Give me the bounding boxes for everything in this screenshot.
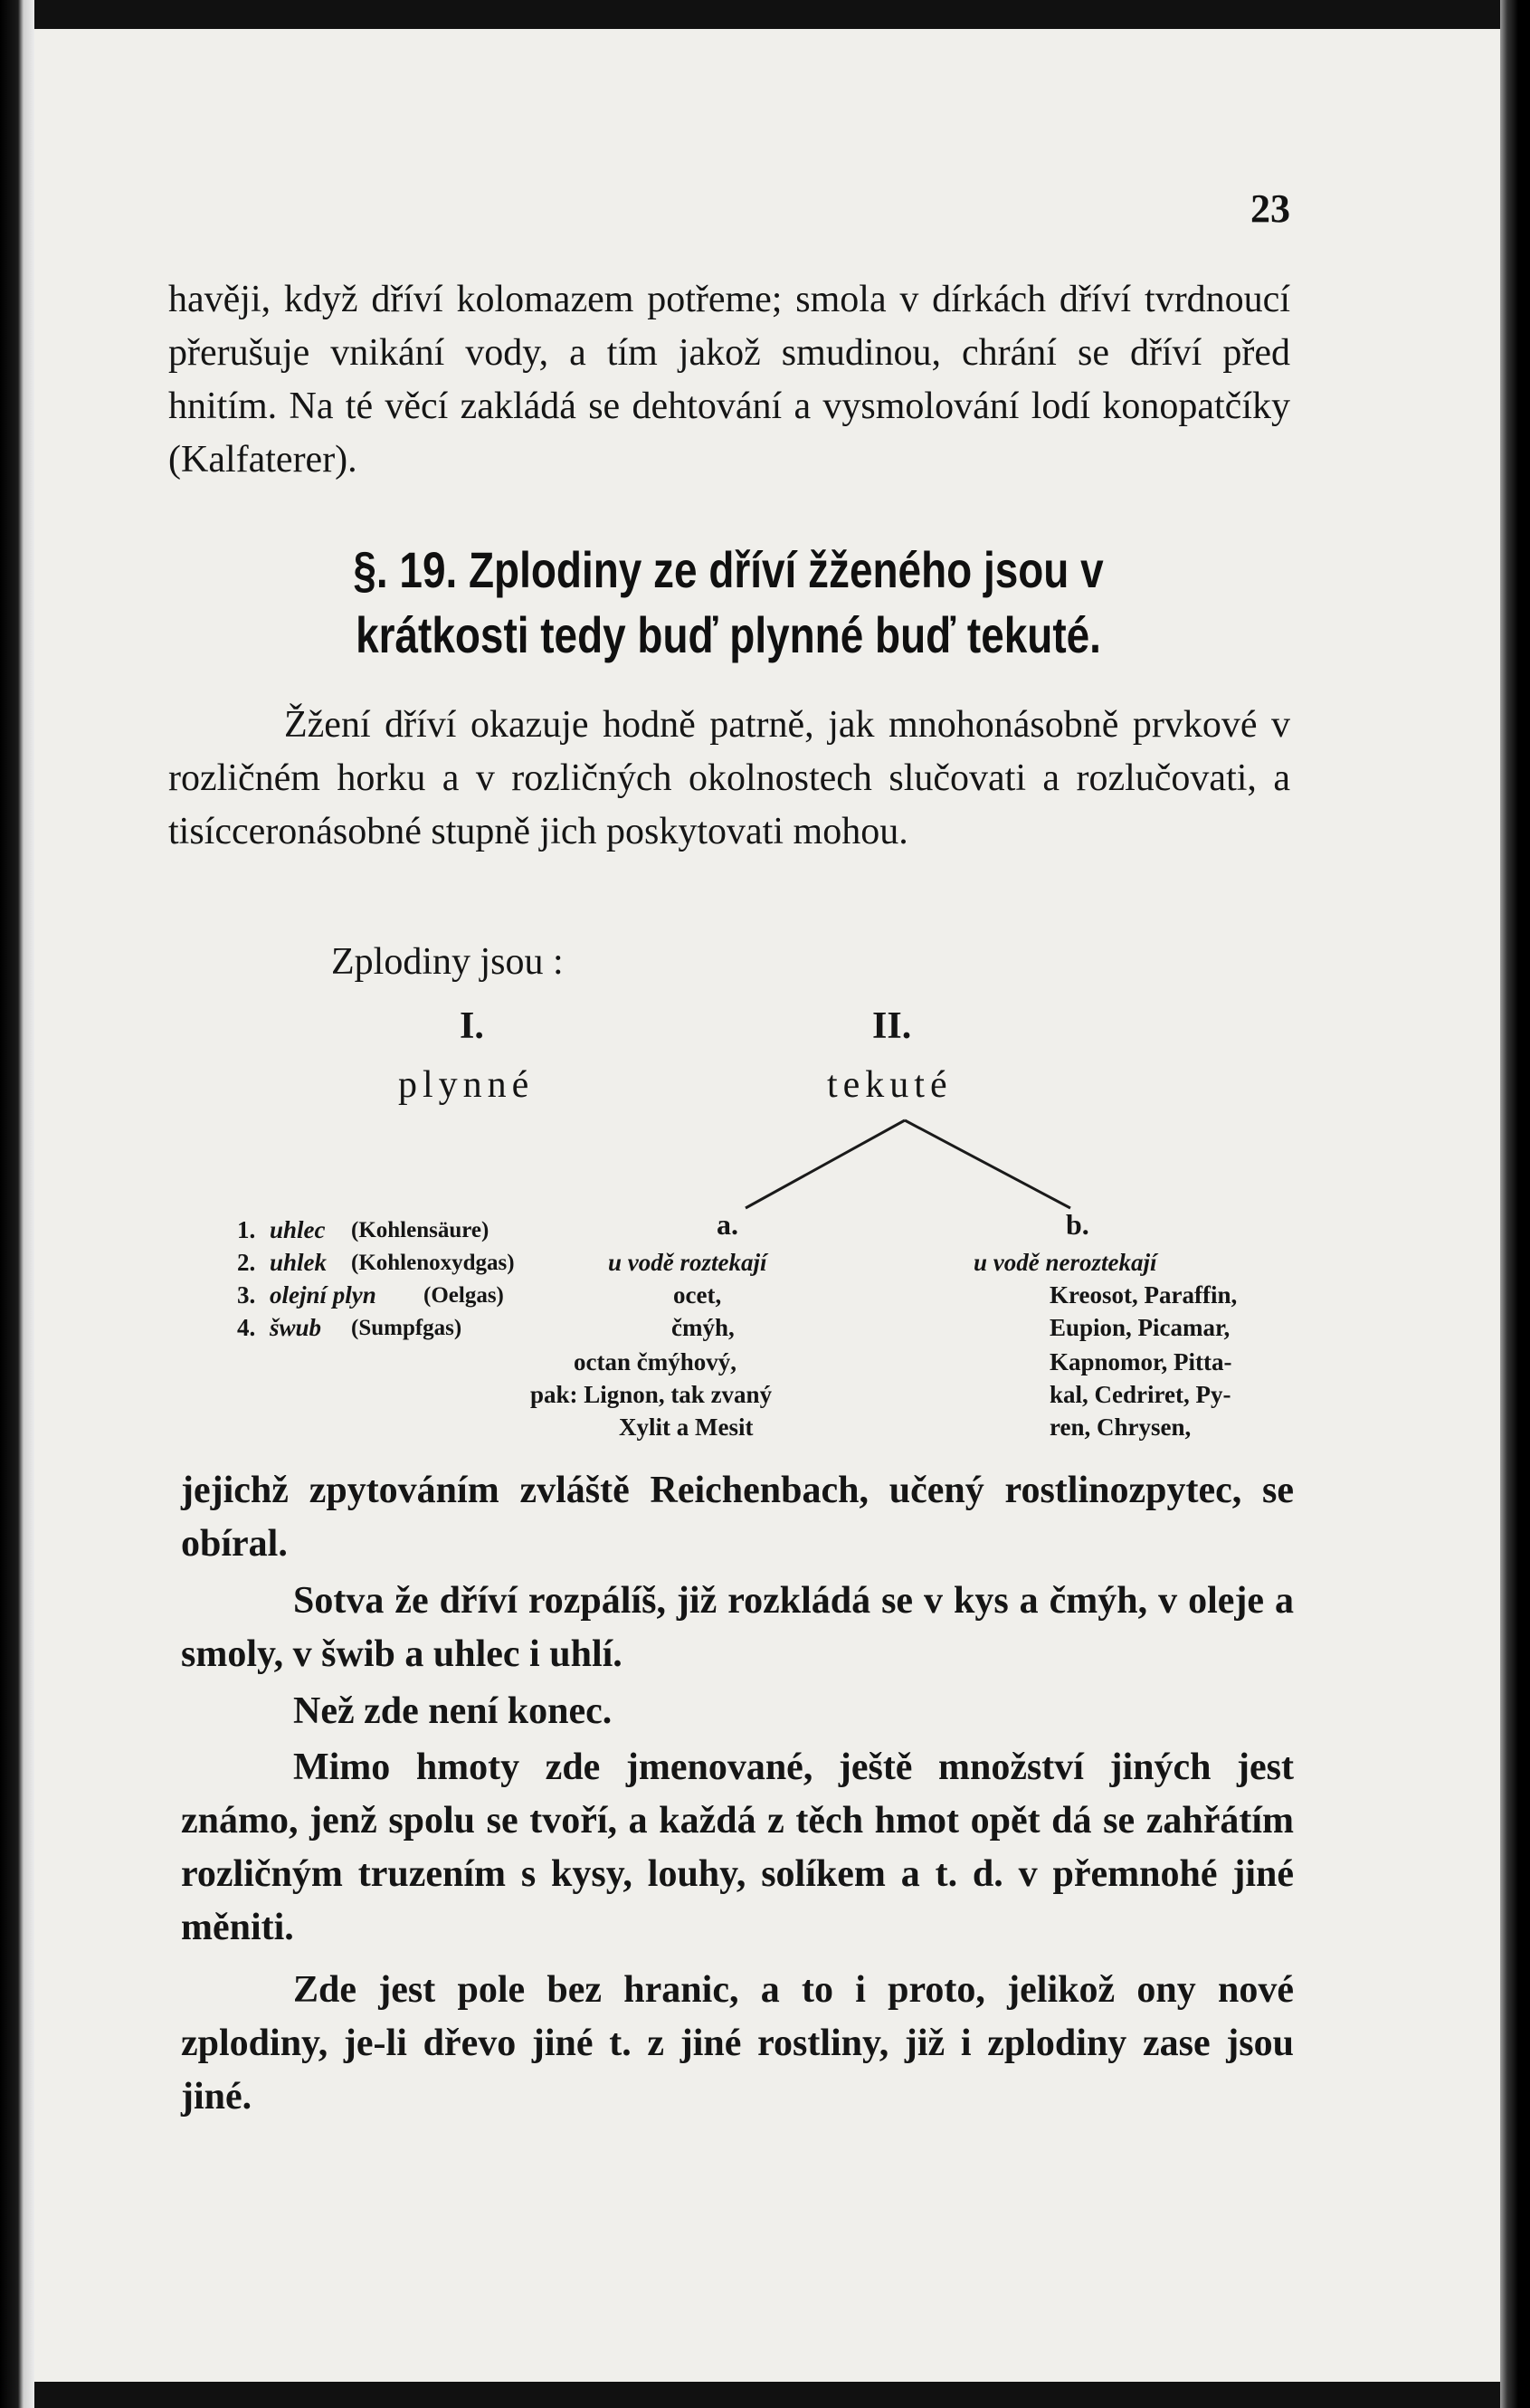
- section-heading: §. 19. Zplodiny ze dříví žženého jsou v krátkosti tedy buď plynné buď tekuté.: [353, 541, 1104, 663]
- paragraph-not-the-end: Než zde není konec.: [293, 1690, 613, 1732]
- paragraph-boundless-field: Zde jest pole bez hranic, a to i proto, jelikož ony nové zplodiny, je-li dřevo jiné t. z jiné rostliny, již i zplodiny zase jsou jiné.: [181, 1969, 1294, 2118]
- soluble-item: Xylit a Mesit: [619, 1413, 754, 1441]
- soluble-item: čmýh,: [671, 1314, 735, 1341]
- gas-number: 3.: [237, 1281, 256, 1309]
- page-number: 23: [1250, 186, 1290, 231]
- numeral-one: I.: [460, 1005, 484, 1047]
- insoluble-heading: u vodě neroztekají: [974, 1249, 1157, 1276]
- branch-b-label: b.: [1066, 1208, 1089, 1241]
- soluble-item: octan čmýhový,: [574, 1348, 736, 1375]
- label-gaseous: plynné: [398, 1064, 535, 1106]
- gas-name: uhlec: [270, 1216, 326, 1243]
- paragraph-other-substances: Mimo hmoty zde jmenované, ještě množství jiných jest známo, jenž spolu se tvoří, a každá z těch hmot opět dá se zahřátím rozličným truzením s kysy, louhy, solíkem a t. d. v přemnohé jiné měniti.: [181, 1747, 1294, 1948]
- gas-number: 2.: [237, 1249, 256, 1276]
- branch-line-a: [746, 1120, 905, 1208]
- soluble-item: ocet,: [673, 1281, 722, 1309]
- gas-name: šwub: [270, 1314, 322, 1341]
- insoluble-item: kal, Cedriret, Py-: [1050, 1381, 1231, 1408]
- scheme-intro: Zplodiny jsou :: [331, 941, 564, 983]
- gas-german-name: (Kohlensäure): [351, 1218, 489, 1242]
- gas-name: olejní plyn: [270, 1281, 376, 1309]
- gas-german-name: (Sumpfgas): [351, 1316, 462, 1340]
- soluble-item: pak: Lignon, tak zvaný: [530, 1381, 773, 1408]
- label-liquid: tekuté: [827, 1064, 953, 1106]
- branch-a-label: a.: [717, 1208, 738, 1241]
- paragraph-distillation: Žžení dříví okazuje hodně patrně, jak mnohonásobně prvkové v rozličném horku a v rozličných okolnostech slučovati a rozlučovati, a tisícceronásobné stupně jich poskytovati mohou.: [168, 704, 1290, 852]
- paragraph-caulking: havěji, když dříví kolomazem potřeme; smola v dírkách dříví tvrdnoucí přerušuje vnikání vody, a tím jakož smudinou, chrání se dříví před hnitím. Na té věcí zakládá se dehtování a vysmolování lodí konopatčíky (Kalfaterer).: [168, 279, 1290, 481]
- insoluble-item: ren, Chrysen,: [1050, 1413, 1192, 1441]
- insoluble-item: Eupion, Picamar,: [1050, 1314, 1231, 1341]
- insoluble-item: Kapnomor, Pitta-: [1050, 1348, 1232, 1375]
- paragraph-heating: Sotva že dříví rozpálíš, již rozkládá se v kys a čmýh, v oleje a smoly, v šwib a uhlec i uhlí.: [181, 1580, 1294, 1675]
- paragraph-reichenbach: jejichž zpytováním zvláště Reichenbach, učený rostlinozpytec, se obíral.: [181, 1470, 1294, 1565]
- gas-german-name: (Kohlenoxydgas): [351, 1251, 515, 1275]
- branch-line-b: [905, 1120, 1070, 1208]
- gas-number: 1.: [237, 1216, 256, 1243]
- gas-german-name: (Oelgas): [423, 1283, 504, 1308]
- gas-number: 4.: [237, 1314, 256, 1341]
- soluble-heading: u vodě roztekají: [608, 1249, 767, 1276]
- gas-name: uhlek: [270, 1249, 328, 1276]
- insoluble-item: Kreosot, Paraffin,: [1050, 1281, 1238, 1309]
- numeral-two: II.: [872, 1005, 912, 1047]
